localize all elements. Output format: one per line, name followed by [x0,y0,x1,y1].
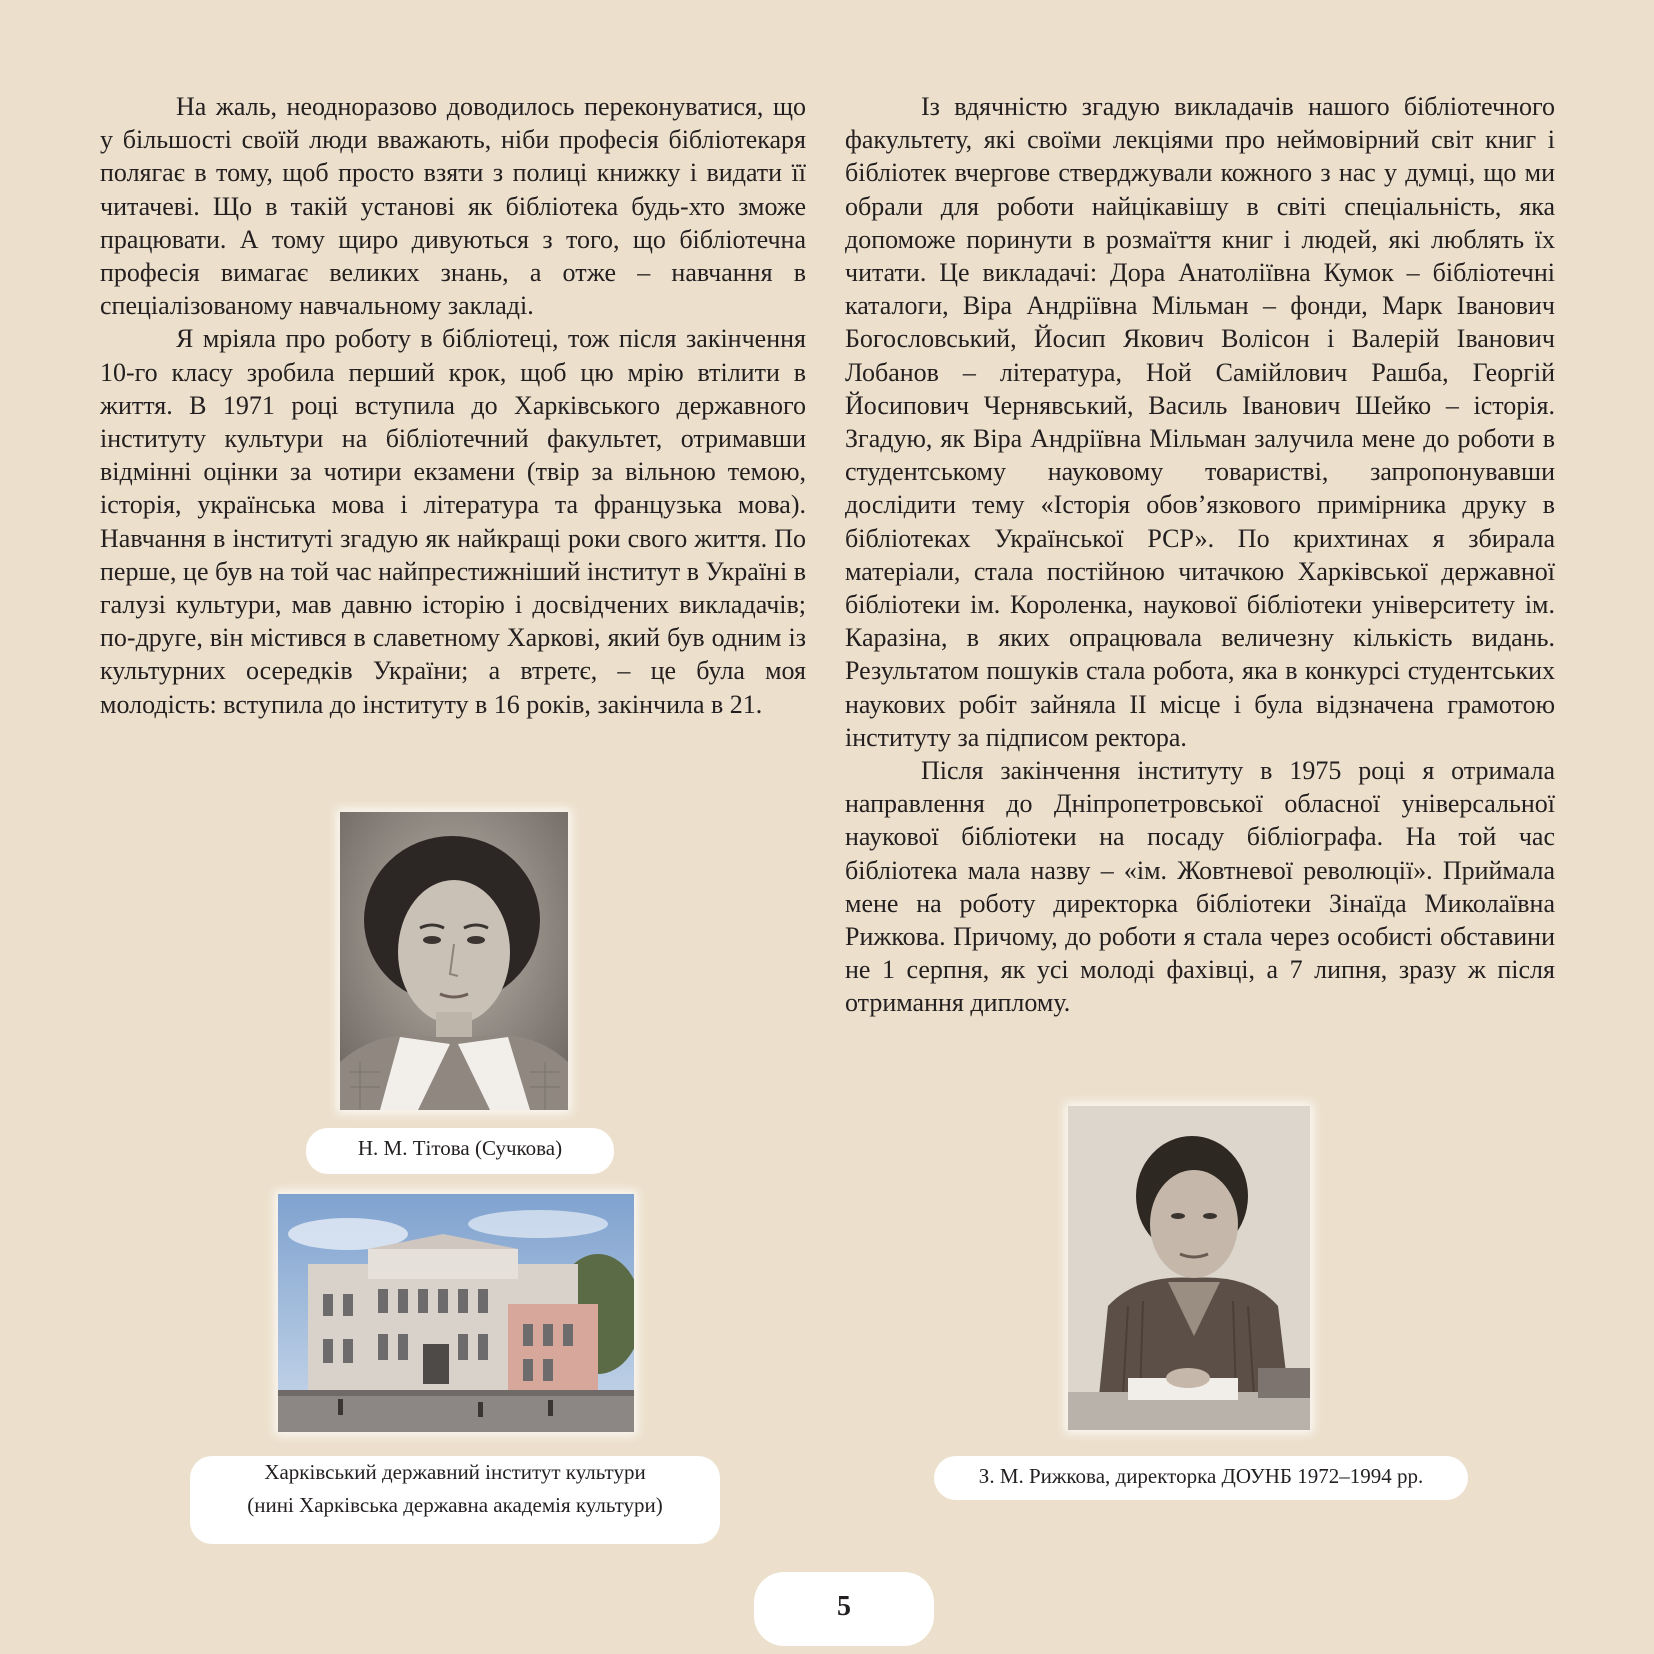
institute-caption-line2: (нині Харківська державна академія культури) [247,1493,663,1517]
institute-caption-line1: Харківський державний інститут культури [264,1460,646,1484]
director-illustration [1068,1106,1310,1430]
page-number: 5 [754,1572,934,1646]
portrait-illustration [340,812,568,1110]
left-paragraph-2: Я мріяла про роботу в бібліотеці, тож після закінчення 10-го класу зробила перший крок, щоб цю мрію втілити в життя. В 1971 році вступила до Харківського державного інституту культури на бібліотечний факультет, отримавши відмінні оцінки за чотири екзамени (твір за вільною темою, історія, українська мова і література та французька мова). Навчання в інституті згадую як найкращі роки свого життя. По перше, це був на той час найпрестижніший інститут в Україні в галузі культури, мав давню історію і досвідчених викладачів; по-друге, він містився в славетному Харкові, який був одним із культурних осередків України; а втретє, – це була моя молодість: вступила до інституту в 16 років, закінчила в 21. [100,324,806,719]
right-paragraph-2: Після закінчення інституту в 1975 році я отримала направлення до Дніпропетровської обласної універсальної наукової бібліотеки на посаду бібліографа. На той час бібліотека мала назву – «ім. Жовтневої революції». Приймала мене на роботу директорка бібліотеки Зінаїда Миколаївна Рижкова. Причому, до роботи я стала через особисті обставини не 1 серпня, як усі молоді фахівці, а 7 липня, зразу ж після отримання диплому. [845,756,1555,1018]
titova-caption-text: Н. М. Тітова (Сучкова) [357,1136,563,1160]
right-text-column [845,90,1555,1020]
ryzhkova-photo [1068,1106,1310,1430]
left-text-column [100,90,806,721]
ryzhkova-caption-text: З. М. Рижкова, директорка ДОУНБ 1972–1994 рр. [978,1464,1424,1488]
ryzhkova-caption [934,1456,1468,1500]
titova-caption [306,1128,614,1174]
left-paragraph-1: На жаль, неодноразово доводилось переконуватися, що у більшості своїй люди вважають, ніби професія бібліотекаря полягає в тому, щоб просто взяти з полиці книжку і видати її читачеві. Що в такій установі як бібліотека будь-хто зможе працювати. А тому щиро дивуються з того, що бібліотечна професія вимагає великих знань, а отже – навчання в спеціалізованому навчальному закладі. [100,92,806,321]
titova-portrait-photo [340,812,568,1110]
building-illustration [278,1194,634,1432]
right-paragraph-1: Із вдячністю згадую викладачів нашого бібліотечного факультету, які своїми лекціями про неймовірний світ книг і бібліотек вчергове стверджували кожного з нас у думці, що ми обрали для роботи найцікавішу в світі спеціальність, яка допоможе поринути в розмаїття книг і людей, які люблять їх читати. Це викладачі: Дора Анатоліївна Кумок – бібліотечні каталоги, Віра Андріївна Мільман – фонди, Марк Іванович Богословський, Йосип Якович Волісон і Валерій Іванович Лобанов – література, Ной Самійлович Рашба, Георгій Йосипович Чернявський, Василь Іванович Шейко – історія. Згадую, як Віра Андріївна Мільман залучила мене до роботи в студентському науковому товаристві, запропонувавши дослідити тему «Історія обов’язкового примірника друку в бібліотеках Української РСР». По крихтинах я збирала матеріали, стала постійною читачкою Харківської державної бібліотеки ім. Короленка, наукової бібліотеки університету ім. Каразіна, в яких опрацювала величезну кількість видань. Результатом пошуків стала робота, яка в конкурсі студентських наукових робіт зайняла ІІ місце і була відзначена грамотою інституту за підписом ректора. [845,92,1555,752]
institute-building-photo [278,1194,634,1432]
institute-caption [190,1456,720,1544]
